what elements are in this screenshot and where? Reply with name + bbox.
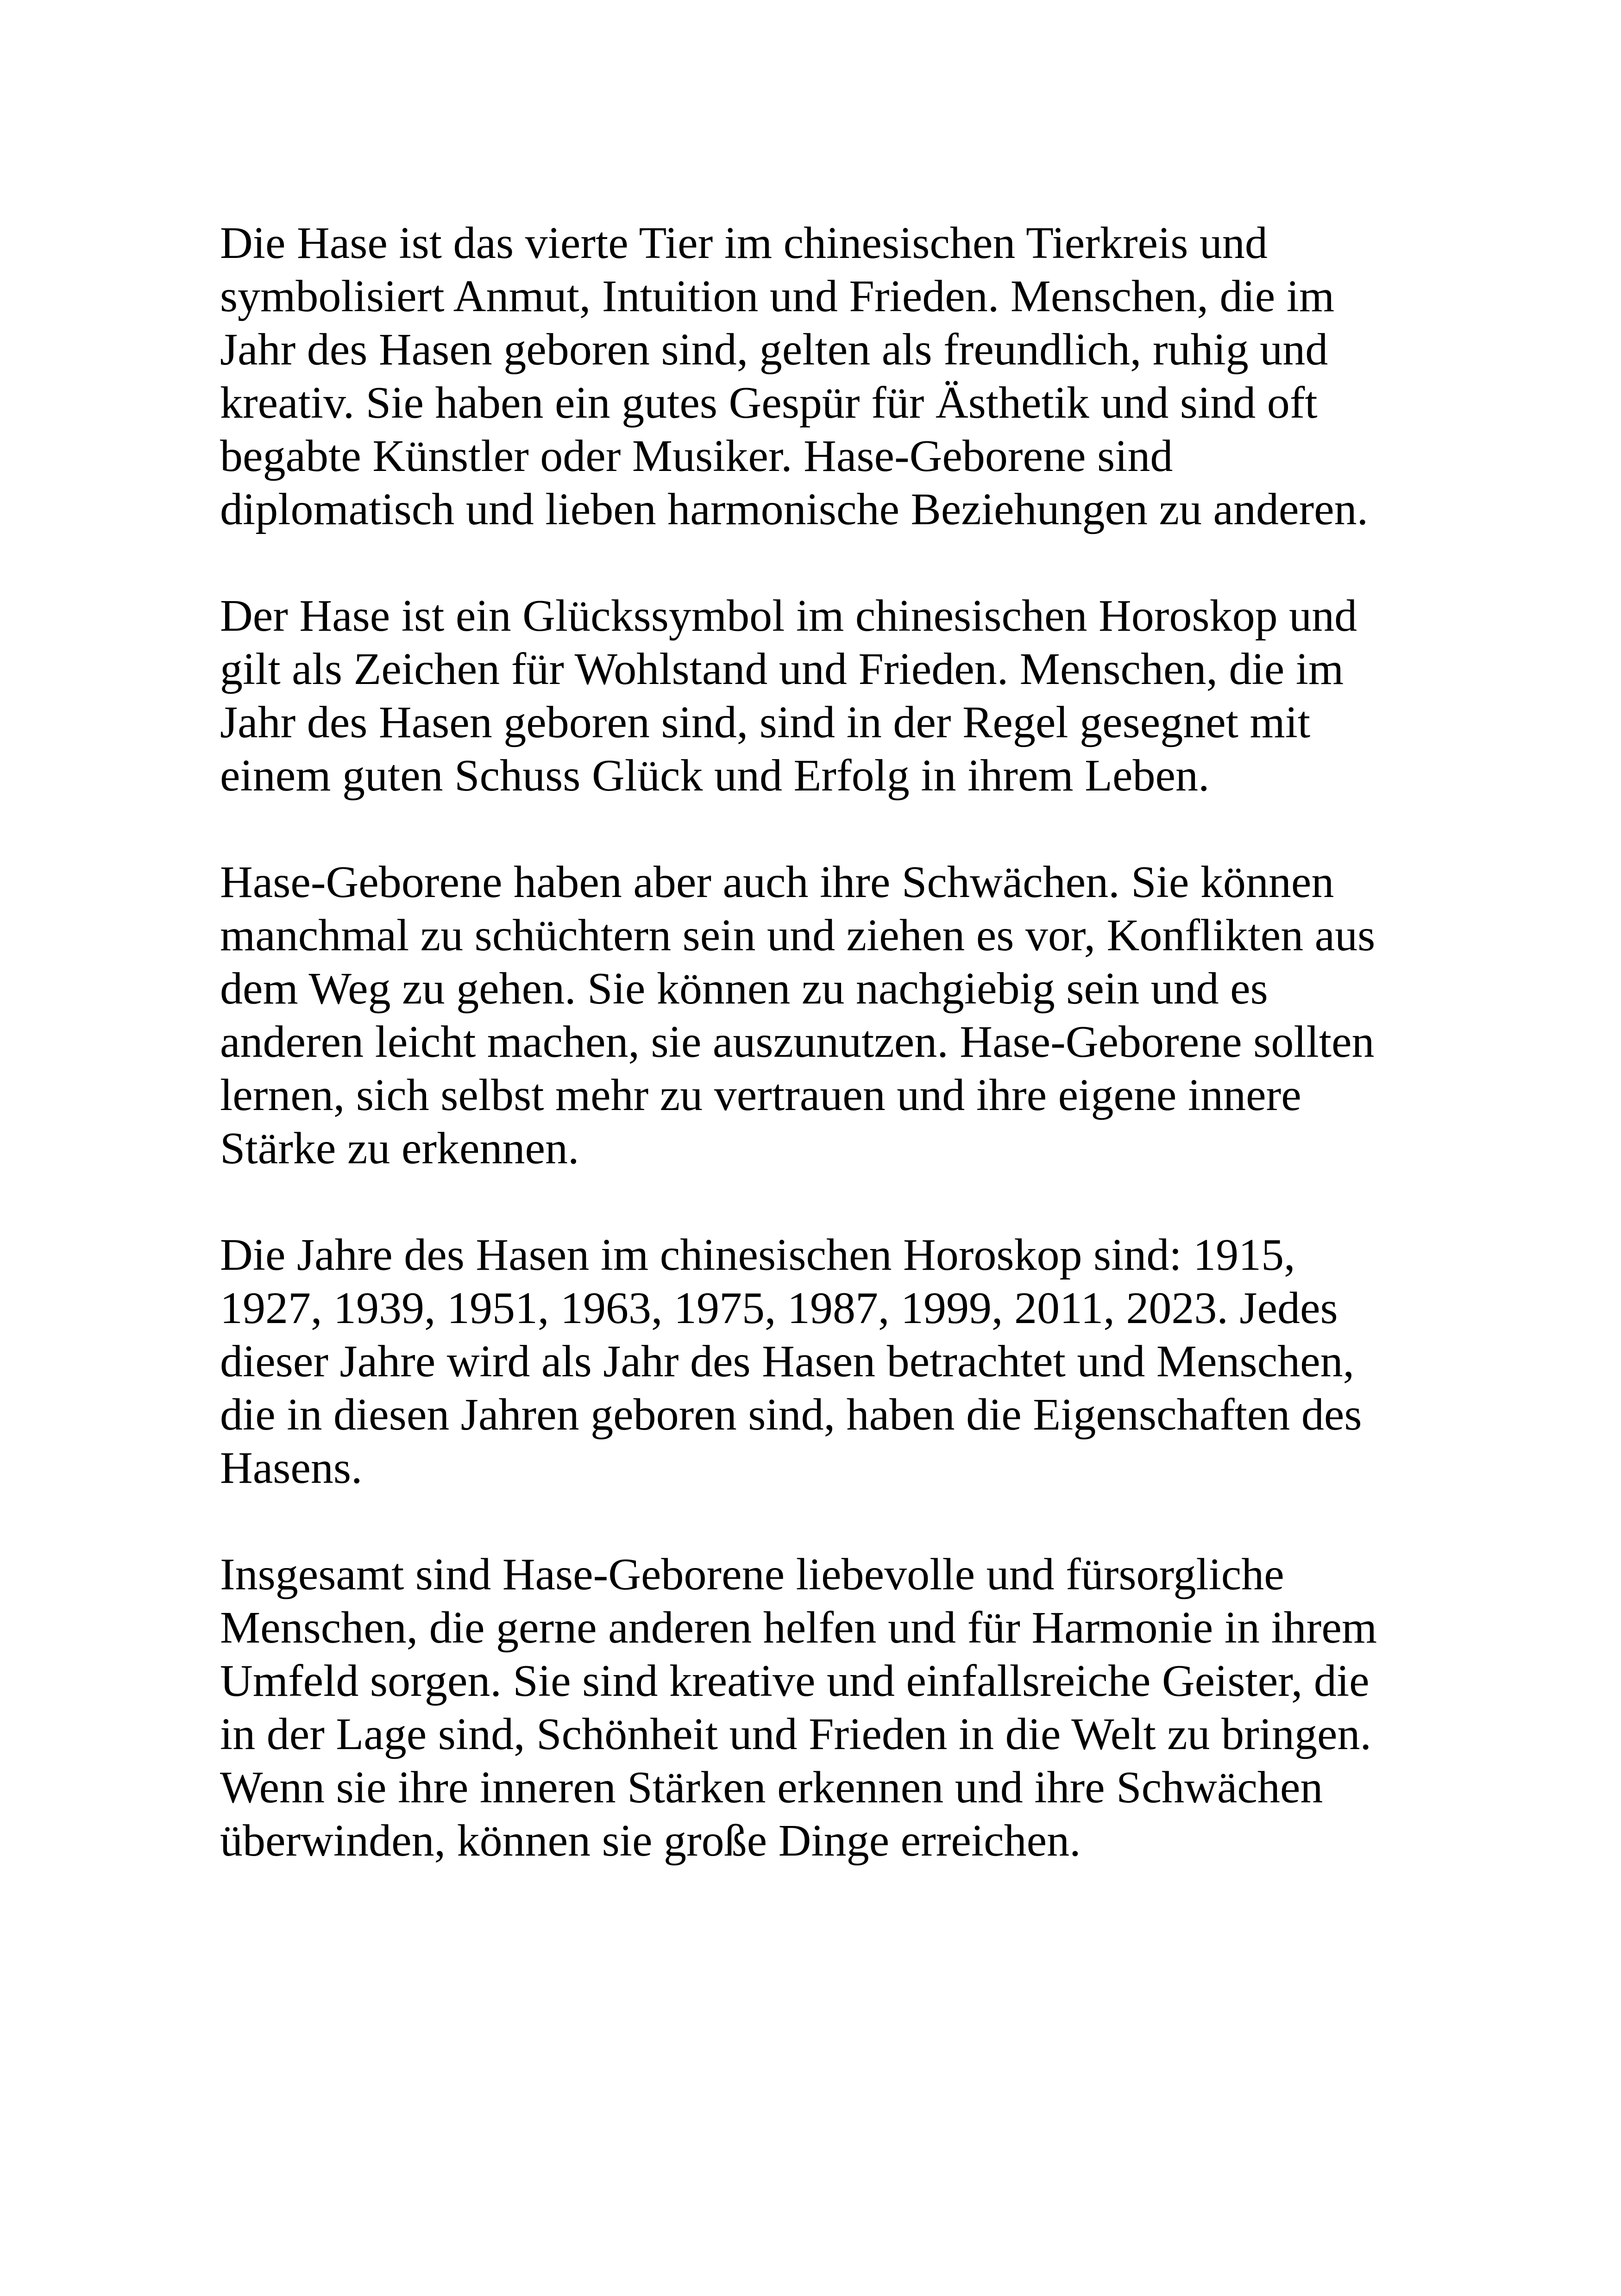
text-line: Die Jahre des Hasen im chinesischen Horoskop sind: 1915, — [220, 1230, 1295, 1280]
text-line: manchmal zu schüchtern sein und ziehen es vor, Konflikten aus — [220, 910, 1376, 960]
text-line: dieser Jahre wird als Jahr des Hasen betrachtet und Menschen, — [220, 1336, 1355, 1386]
text-line: überwinden, können sie große Dinge erreichen. — [220, 1816, 1081, 1866]
text-line: Die Hase ist das vierte Tier im chinesischen Tierkreis und — [220, 218, 1268, 268]
document-body — [220, 217, 1424, 1921]
paragraph-3 — [220, 856, 1424, 1175]
text-line: Jahr des Hasen geboren sind, sind in der Regel gesegnet mit — [220, 697, 1311, 747]
text-line: 1927, 1939, 1951, 1963, 1975, 1987, 1999, 2011, 2023. Jedes — [220, 1283, 1338, 1333]
text-line: Wenn sie ihre inneren Stärken erkennen und ihre Schwächen — [220, 1763, 1323, 1813]
paragraph-4 — [220, 1229, 1424, 1495]
text-line: einem guten Schuss Glück und Erfolg in ihrem Leben. — [220, 751, 1210, 801]
text-line: gilt als Zeichen für Wohlstand und Frieden. Menschen, die im — [220, 644, 1344, 694]
paragraph-5 — [220, 1548, 1424, 1868]
text-line: lernen, sich selbst mehr zu vertrauen und ihre eigene innere — [220, 1070, 1301, 1120]
text-line: begabte Künstler oder Musiker. Hase-Geborene sind — [220, 431, 1173, 481]
text-line: die in diesen Jahren geboren sind, haben die Eigenschaften des — [220, 1390, 1362, 1440]
text-line: Umfeld sorgen. Sie sind kreative und einfallsreiche Geister, die — [220, 1656, 1370, 1706]
text-line: Stärke zu erkennen. — [220, 1123, 579, 1173]
text-line: diplomatisch und lieben harmonische Beziehungen zu anderen. — [220, 484, 1369, 534]
text-line: Hasens. — [220, 1443, 363, 1493]
text-line: in der Lage sind, Schönheit und Frieden in die Welt zu bringen. — [220, 1709, 1372, 1759]
text-line: Jahr des Hasen geboren sind, gelten als freundlich, ruhig und — [220, 325, 1328, 375]
text-line: anderen leicht machen, sie auszunutzen. Hase-Geborene sollten — [220, 1017, 1375, 1067]
text-line: Menschen, die gerne anderen helfen und für Harmonie in ihrem — [220, 1603, 1377, 1653]
paragraph-2 — [220, 590, 1424, 803]
text-line: Insgesamt sind Hase-Geborene liebevolle und fürsorgliche — [220, 1549, 1284, 1600]
text-line: Hase-Geborene haben aber auch ihre Schwächen. Sie können — [220, 857, 1334, 907]
text-line: symbolisiert Anmut, Intuition und Frieden. Menschen, die im — [220, 271, 1335, 321]
text-line: kreativ. Sie haben ein gutes Gespür für Ästhetik und sind oft — [220, 378, 1318, 428]
text-line: dem Weg zu gehen. Sie können zu nachgiebig sein und es — [220, 964, 1268, 1014]
paragraph-1 — [220, 217, 1424, 536]
text-line: Der Hase ist ein Glückssymbol im chinesischen Horoskop und — [220, 591, 1357, 641]
